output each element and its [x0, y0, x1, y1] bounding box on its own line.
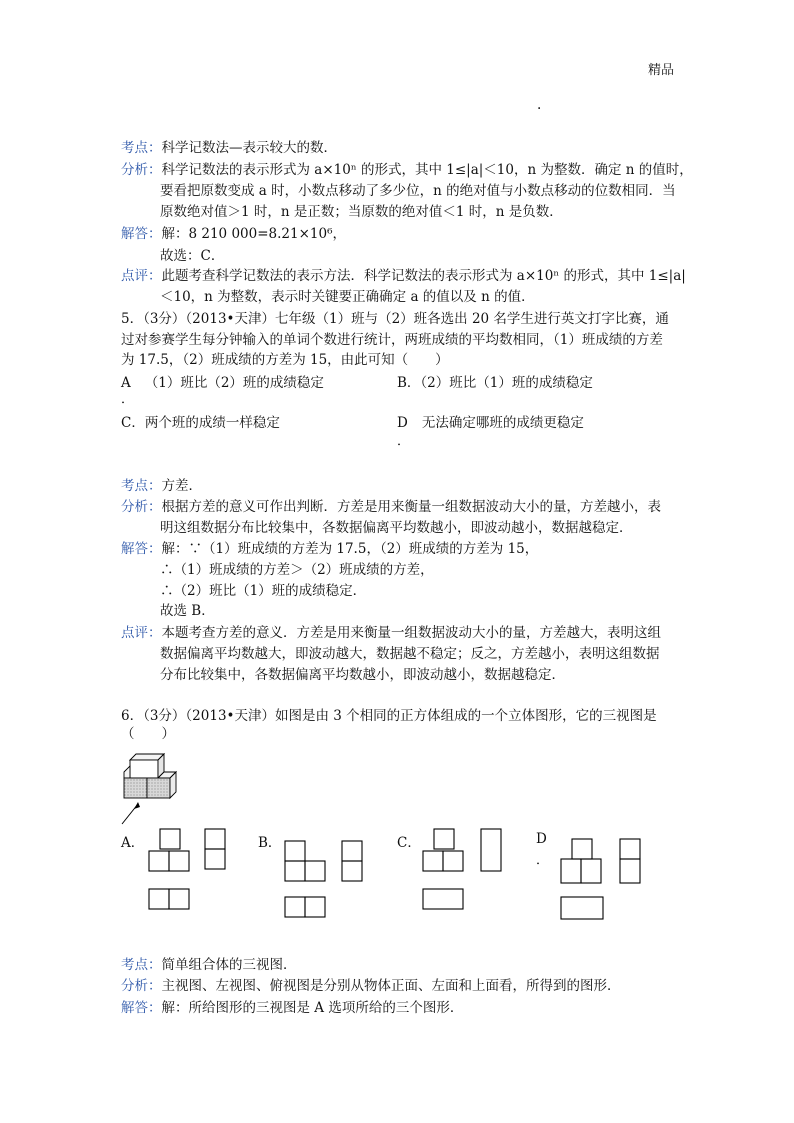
header-dot: . — [537, 97, 542, 113]
q4-kaodian: 考点：科学记数法—表示较大的数． — [121, 140, 337, 156]
kaodian-label: 考点： — [121, 140, 162, 156]
q5-option-a[interactable]: A （1）班比（2）班的成绩稳定 — [121, 375, 324, 391]
q5-stem-line-3: 为 17.5，（2）班成绩的方差为 15，由此可知（ ） — [121, 352, 449, 368]
kaodian-label: 考点： — [121, 957, 162, 973]
q4-jieda-line-2: 故选：C． — [160, 248, 225, 264]
solid-figure-illustration — [118, 752, 188, 830]
q5-fenxi-line-2: 明这组数据分布比较集中，各数据偏离平均数越小，即波动越小，数据越稳定． — [160, 520, 633, 536]
q5-jieda: 解答：解：∵（1）班成绩的方差为 17.5，（2）班成绩的方差为 15， — [121, 541, 539, 557]
fenxi-label: 分析： — [121, 978, 162, 994]
q5-jieda-line-3: ∴（2）班比（1）班的成绩稳定． — [160, 583, 367, 599]
q6-stem-line-2: （ ） — [121, 726, 175, 742]
q4-dianping-line-2: ＜10，n 为整数，表示时关键要正确确定 a 的值以及 n 的值． — [160, 289, 535, 305]
fenxi-label: 分析： — [121, 499, 162, 515]
kaodian-label: 考点： — [121, 478, 162, 494]
q5-fenxi: 分析：根据方差的意义可作出判断．方差是用来衡量一组数据波动大小的量，方差越小，表 — [121, 499, 661, 515]
q6-fenxi: 分析：主视图、左视图、俯视图是分别从物体正面、左面和上面看，所得到的图形． — [121, 978, 621, 994]
q5-stem-line-1: 5．（3分）（2013•天津）七年级（1）班与（2）班各选出 20 名学生进行英文打字比赛，通 — [121, 311, 669, 327]
q6-jieda: 解答：解：所给图形的三视图是 A 选项所给的三个图形． — [121, 1000, 464, 1016]
q6-option-c-label[interactable]: C． — [397, 835, 421, 851]
q5-option-c[interactable]: C．两个班的成绩一样稳定 — [121, 415, 280, 431]
dianping-label: 点评： — [121, 625, 162, 641]
jieda-label: 解答： — [121, 541, 162, 557]
q6-option-d-label[interactable]: D — [536, 831, 547, 847]
q4-dianping: 点评：此题考查科学记数法的表示方法．科学记数法的表示形式为 a×10ⁿ 的形式，其中 1≤|a| — [121, 268, 686, 284]
q5-dianping-line-2: 数据偏离平均数越大，即波动越大，数据越不稳定；反之，方差越小，表明这组数据 — [160, 646, 660, 662]
q5-option-a-dot: ． — [121, 392, 135, 407]
q5-option-d-dot: ． — [397, 434, 411, 449]
q4-jieda: 解答：解：8 210 000=8.21×10⁶， — [121, 226, 346, 242]
q5-dianping: 点评：本题考查方差的意义．方差是用来衡量一组数据波动大小的量，方差越大，表明这组 — [121, 625, 661, 641]
q6-option-d-dot: ． — [536, 853, 550, 868]
q5-option-d[interactable]: D 无法确定哪班的成绩更稳定 — [397, 415, 584, 431]
q6-option-a-label[interactable]: A． — [121, 835, 145, 851]
q4-fenxi-line-3: 原数绝对值＞1 时，n 是正数；当原数的绝对值＜1 时，n 是负数． — [160, 204, 563, 220]
fenxi-label: 分析： — [121, 162, 162, 178]
q5-stem-line-2: 过对参赛学生每分钟输入的单词个数进行统计，两班成绩的平均数相同，（1）班成绩的方差 — [121, 332, 663, 348]
q6-kaodian: 考点：简单组合体的三视图． — [121, 957, 297, 973]
jieda-label: 解答： — [121, 1000, 162, 1016]
q5-kaodian: 考点：方差． — [121, 478, 202, 494]
q5-jieda-line-4: 故选 B． — [160, 603, 215, 619]
q6-option-a-views[interactable] — [148, 828, 238, 914]
q6-stem-line-1: 6．（3分）（2013•天津）如图是由 3 个相同的正方体组成的一个立体图形，它的三视图是 — [121, 708, 657, 724]
q6-option-b-views[interactable] — [284, 840, 374, 922]
q5-jieda-line-2: ∴（1）班成绩的方差＞（2）班成绩的方差， — [160, 562, 434, 578]
jieda-label: 解答： — [121, 226, 162, 242]
dianping-label: 点评： — [121, 268, 162, 284]
q6-option-d-views[interactable] — [560, 838, 650, 922]
q6-option-c-views[interactable] — [422, 828, 512, 914]
q5-option-b[interactable]: B．（2）班比（1）班的成绩稳定 — [397, 375, 593, 391]
q4-fenxi-line-2: 要看把原数变成 a 时，小数点移动了多少位，n 的绝对值与小数点移动的位数相同．当 — [160, 183, 676, 199]
page-brand: 精品 — [648, 63, 675, 78]
q5-dianping-line-3: 分布比较集中，各数据偏离平均数越小，即波动越小，数据越稳定． — [160, 667, 565, 683]
q6-option-b-label[interactable]: B． — [258, 835, 282, 851]
q4-fenxi: 分析：科学记数法的表示形式为 a×10ⁿ 的形式，其中 1≤|a|＜10，n 为整数．确定 n 的值时， — [121, 162, 693, 178]
